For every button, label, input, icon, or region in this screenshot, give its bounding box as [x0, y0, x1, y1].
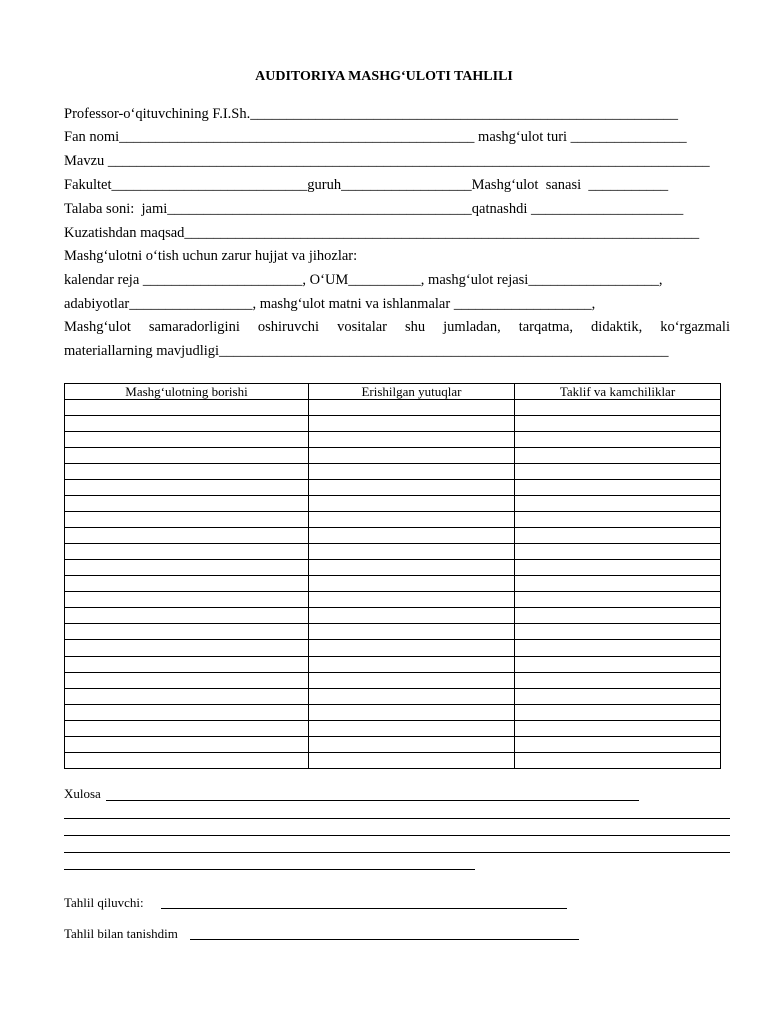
table-cell[interactable] — [515, 752, 721, 768]
form-line-teacher-name[interactable]: Professor-o‘qituvchining F.I.Sh.___________________________________________________________ — [64, 106, 678, 122]
table-cell[interactable] — [515, 480, 721, 496]
table-cell[interactable] — [65, 464, 309, 480]
page-title: AUDITORIYA MASHG‘ULOTI TAHLILI — [255, 69, 513, 84]
form-line-subject[interactable]: Fan nomi_________________________________________________ mashg‘ulot turi ________________ — [64, 129, 687, 145]
table-cell[interactable] — [309, 512, 515, 528]
table-cell[interactable] — [309, 704, 515, 720]
table-row — [65, 720, 721, 736]
form-line-topic[interactable]: Mavzu ___________________________________________________________________________________ — [64, 153, 710, 169]
table-row — [65, 400, 721, 416]
table-cell[interactable] — [515, 528, 721, 544]
conclusion-label: Xulosa — [64, 786, 101, 801]
conclusion-line-4[interactable] — [64, 852, 730, 853]
table-cell[interactable] — [309, 640, 515, 656]
table-row — [65, 528, 721, 544]
conclusion-line-2[interactable] — [64, 818, 730, 819]
table-cell[interactable] — [65, 544, 309, 560]
table-cell[interactable] — [65, 448, 309, 464]
table-cell[interactable] — [65, 688, 309, 704]
table-cell[interactable] — [309, 656, 515, 672]
table-cell[interactable] — [65, 656, 309, 672]
analysis-table — [64, 383, 721, 769]
table-cell[interactable] — [515, 448, 721, 464]
table-row — [65, 432, 721, 448]
table-row — [65, 672, 721, 688]
table-cell[interactable] — [309, 752, 515, 768]
table-cell[interactable] — [65, 496, 309, 512]
table-cell[interactable] — [515, 400, 721, 416]
header-achievements: Erishilgan yutuqlar — [309, 384, 515, 400]
form-line-documents-heading: Mashg‘ulotni o‘tish uchun zarur hujjat va jihozlar: — [64, 248, 358, 264]
table-cell[interactable] — [515, 672, 721, 688]
table-cell[interactable] — [515, 736, 721, 752]
table-cell[interactable] — [309, 400, 515, 416]
header-lesson-progress: Mashg‘ulotning borishi — [65, 384, 309, 400]
table-cell[interactable] — [65, 608, 309, 624]
table-row — [65, 752, 721, 768]
table-row — [65, 688, 721, 704]
table-row — [65, 736, 721, 752]
table-cell[interactable] — [309, 624, 515, 640]
table-cell[interactable] — [515, 704, 721, 720]
table-cell[interactable] — [515, 608, 721, 624]
table-row — [65, 624, 721, 640]
table-row — [65, 416, 721, 432]
table-cell[interactable] — [515, 544, 721, 560]
table-cell[interactable] — [309, 688, 515, 704]
form-line-students[interactable]: Talaba soni: jami__________________________________________qatnashdi _____________________ — [64, 201, 684, 217]
table-cell[interactable] — [309, 720, 515, 736]
table-body — [65, 400, 721, 769]
table-cell[interactable] — [309, 592, 515, 608]
table-header-row — [65, 384, 721, 400]
table-cell[interactable] — [515, 720, 721, 736]
conclusion-line-1[interactable] — [106, 800, 639, 801]
form-line-literature[interactable]: adabiyotlar_________________, mashg‘ulot matni va ishlanmalar ___________________, — [64, 296, 596, 312]
table-cell[interactable] — [65, 432, 309, 448]
table-cell[interactable] — [309, 464, 515, 480]
table-cell[interactable] — [515, 496, 721, 512]
table-cell[interactable] — [65, 672, 309, 688]
conclusion-line-5[interactable] — [64, 869, 475, 870]
table-cell[interactable] — [515, 432, 721, 448]
table-cell[interactable] — [65, 624, 309, 640]
acquainted-line[interactable] — [190, 939, 579, 940]
table-cell[interactable] — [65, 560, 309, 576]
form-line-means: Mashg‘ulot samaradorligini oshiruvchi vositalar shu jumladan, tarqatma, didaktik, ko‘rgazmali — [64, 319, 730, 335]
table-cell[interactable] — [65, 480, 309, 496]
table-cell[interactable] — [309, 448, 515, 464]
table-cell[interactable] — [309, 416, 515, 432]
table-cell[interactable] — [65, 528, 309, 544]
table-row — [65, 560, 721, 576]
form-line-purpose[interactable]: Kuzatishdan maqsad_______________________________________________________________________ — [64, 225, 700, 241]
form-line-calendar[interactable]: kalendar reja ______________________, O‘UM__________, mashg‘ulot rejasi__________________, — [64, 272, 663, 288]
table-cell[interactable] — [515, 592, 721, 608]
table-row — [65, 480, 721, 496]
table-row — [65, 496, 721, 512]
table-cell[interactable] — [65, 512, 309, 528]
table-row — [65, 704, 721, 720]
table-row — [65, 656, 721, 672]
table-cell[interactable] — [65, 720, 309, 736]
table-row — [65, 448, 721, 464]
table-cell[interactable] — [515, 656, 721, 672]
table-cell[interactable] — [309, 672, 515, 688]
table-cell[interactable] — [309, 736, 515, 752]
table-cell[interactable] — [515, 560, 721, 576]
table-cell[interactable] — [515, 624, 721, 640]
analyzer-line[interactable] — [161, 908, 567, 909]
table-cell[interactable] — [65, 592, 309, 608]
table-cell[interactable] — [515, 640, 721, 656]
table-cell[interactable] — [309, 480, 515, 496]
table-cell[interactable] — [65, 576, 309, 592]
table-row — [65, 544, 721, 560]
table-cell[interactable] — [309, 544, 515, 560]
table-row — [65, 464, 721, 480]
table-row — [65, 576, 721, 592]
table-cell[interactable] — [515, 688, 721, 704]
table-row — [65, 592, 721, 608]
table-cell[interactable] — [515, 416, 721, 432]
table-cell[interactable] — [309, 528, 515, 544]
acquainted-label: Tahlil bilan tanishdim — [64, 926, 178, 941]
table-cell[interactable] — [65, 704, 309, 720]
form-line-faculty[interactable]: Fakultet___________________________guruh__________________Mashg‘ulot sanasi ___________ — [64, 177, 669, 193]
table-cell[interactable] — [309, 560, 515, 576]
table-cell[interactable] — [515, 512, 721, 528]
table-row — [65, 640, 721, 656]
table-cell[interactable] — [515, 576, 721, 592]
table-cell[interactable] — [515, 464, 721, 480]
table-cell[interactable] — [65, 416, 309, 432]
table-cell[interactable] — [65, 736, 309, 752]
table-cell[interactable] — [309, 608, 515, 624]
table-cell[interactable] — [309, 496, 515, 512]
table-cell[interactable] — [65, 752, 309, 768]
table-cell[interactable] — [309, 576, 515, 592]
header-suggestions: Taklif va kamchiliklar — [515, 384, 721, 400]
table-row — [65, 512, 721, 528]
table-cell[interactable] — [65, 400, 309, 416]
form-line-materials[interactable]: materiallarning mavjudligi______________________________________________________________ — [64, 343, 669, 359]
conclusion-line-3[interactable] — [64, 835, 730, 836]
table-cell[interactable] — [309, 432, 515, 448]
table-cell[interactable] — [65, 640, 309, 656]
analyzer-label: Tahlil qiluvchi: — [64, 895, 144, 910]
table-row — [65, 608, 721, 624]
